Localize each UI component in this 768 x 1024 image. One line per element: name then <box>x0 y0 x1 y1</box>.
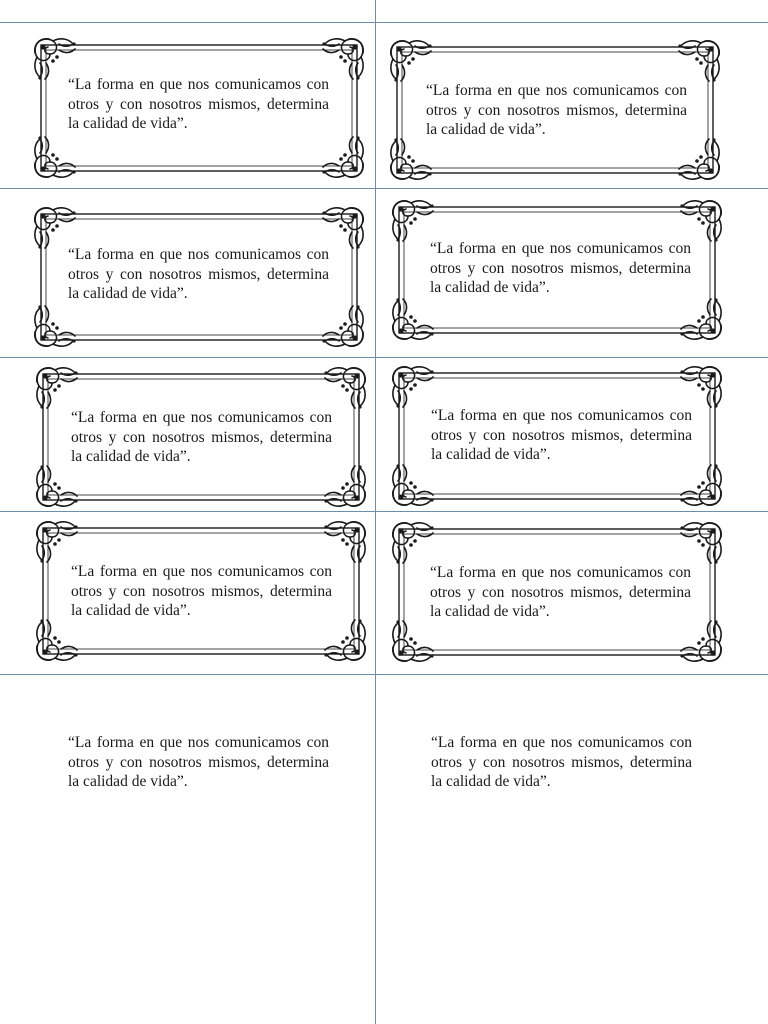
row-divider <box>0 188 768 189</box>
quote-text: “La forma en que nos comunicamos con otros y con nosotros mismos, determina la calidad de vida”. <box>68 734 329 790</box>
quote-text: “La forma en que nos comunicamos con otros y con nosotros mismos, determina la calidad de vida”. <box>71 563 332 619</box>
row-divider <box>0 511 768 512</box>
row-divider <box>0 357 768 358</box>
quote-card <box>388 38 722 182</box>
quote-card <box>390 690 724 834</box>
quote-card <box>34 365 368 509</box>
quote-text: “La forma en que nos comunicamos con otros y con nosotros mismos, determina la calidad de vida”. <box>426 82 687 138</box>
quote-text: “La forma en que nos comunicamos con otros y con nosotros mismos, determina la calidad de vida”. <box>431 734 692 790</box>
quote-card <box>32 205 366 349</box>
quote-card <box>32 36 366 180</box>
quote-card <box>390 198 724 342</box>
quote-card <box>32 690 366 834</box>
row-divider <box>0 22 768 23</box>
quote-text: “La forma en que nos comunicamos con otros y con nosotros mismos, determina la calidad de vida”. <box>68 76 329 132</box>
quote-text: “La forma en que nos comunicamos con otros y con nosotros mismos, determina la calidad de vida”. <box>71 409 332 465</box>
quote-card <box>390 364 724 508</box>
quote-card <box>390 520 724 664</box>
quote-card <box>34 519 368 663</box>
row-divider <box>0 674 768 675</box>
column-divider <box>375 0 376 1024</box>
quote-text: “La forma en que nos comunicamos con otros y con nosotros mismos, determina la calidad de vida”. <box>430 240 691 296</box>
quote-text: “La forma en que nos comunicamos con otros y con nosotros mismos, determina la calidad de vida”. <box>68 246 329 302</box>
quote-text: “La forma en que nos comunicamos con otros y con nosotros mismos, determina la calidad de vida”. <box>430 564 691 620</box>
quote-text: “La forma en que nos comunicamos con otros y con nosotros mismos, determina la calidad de vida”. <box>431 407 692 463</box>
